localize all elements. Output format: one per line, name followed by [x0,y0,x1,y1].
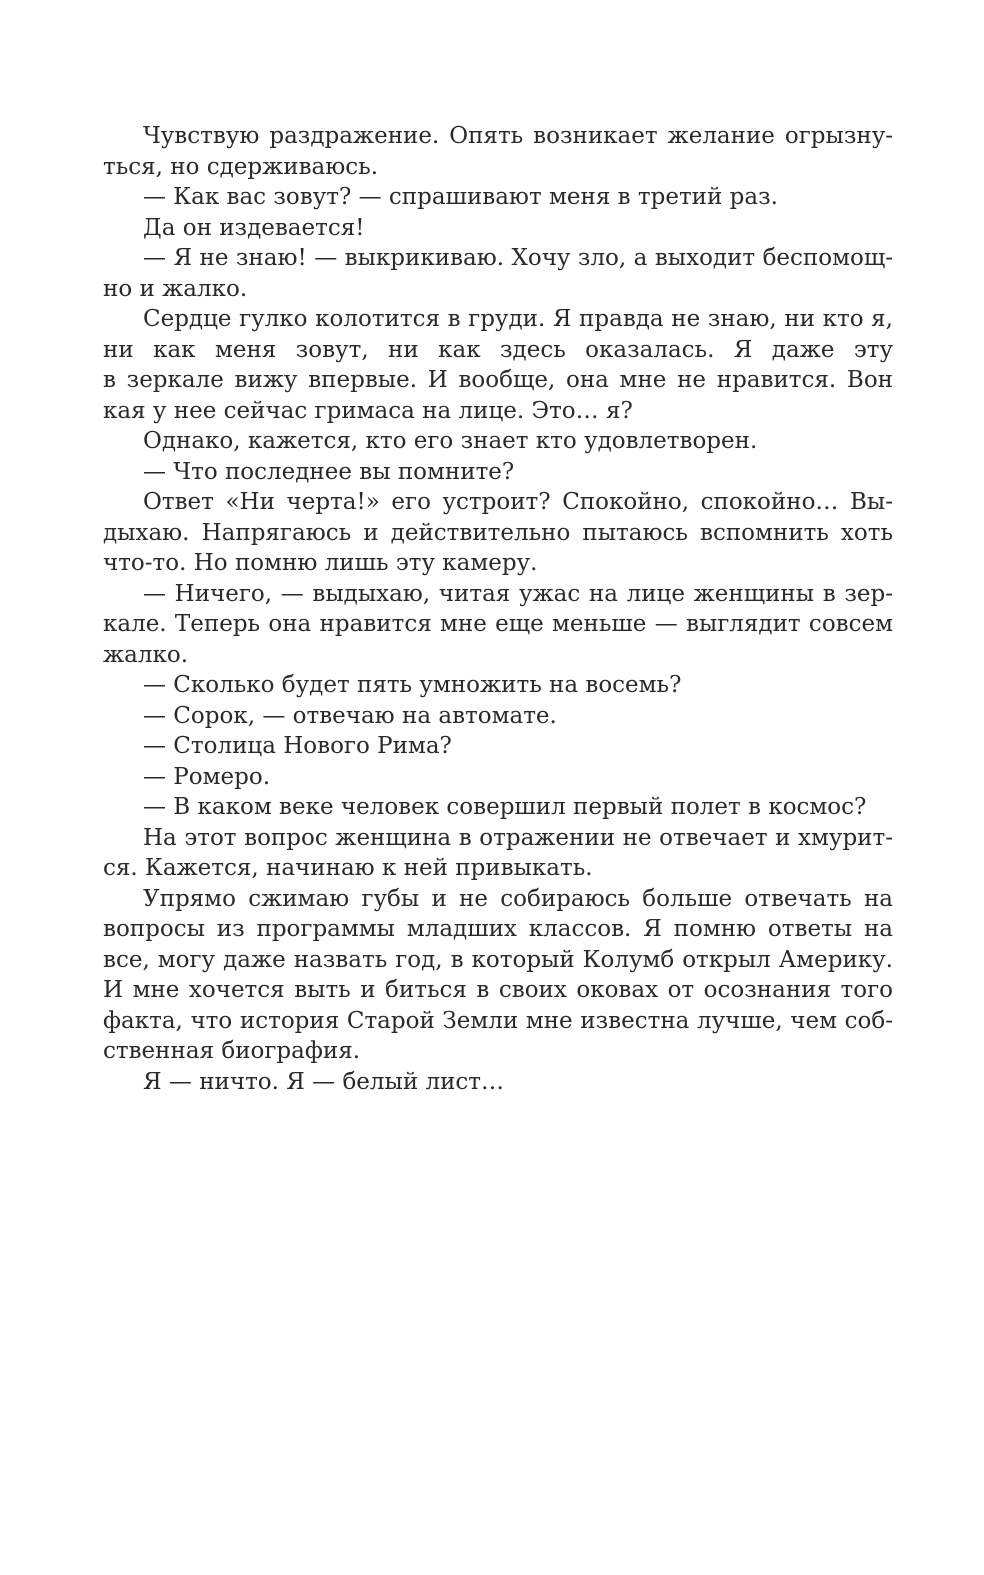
text-line: в зеркале вижу впервые. И вообще, она мне не нравится. Вон [103,367,893,393]
text-line: но и жалко. [103,275,248,302]
text-line: факта, что история Старой Земли мне известна лучше, чем соб- [103,1007,893,1034]
text-line: ся. Кажется, начинаю к ней привыкать. [103,855,593,881]
text-line: — Как вас зовут? — спрашивают меня в третий раз. [143,184,778,210]
text-line: вопросы из программы младших классов. Я помню ответы на [103,916,893,942]
text-line: Однако, кажется, кто его знает кто удовлетворен. [143,428,758,454]
text-line: ственная биография. [103,1038,361,1064]
text-line: — Сорок, — отвечаю на автомате. [143,702,557,729]
text-line: — Ничего, — выдыхаю, читая ужас на лице женщины в зер- [143,580,893,607]
text-line: И мне хочется выть и биться в своих оковах от осознания того [103,977,893,1003]
text-line: Я — ничто. Я — белый лист… [143,1068,505,1095]
page-body-text [103,121,893,1097]
text-line: ться, но сдерживаюсь. [103,153,379,180]
text-line: кале. Теперь она нравится мне еще меньше — выглядит совсем [103,611,893,637]
text-line: дыхаю. Напрягаюсь и действительно пытаюсь вспомнить хоть [103,519,893,546]
text-line: Да он издевается! [143,214,365,241]
text-line: жалко. [103,641,189,668]
text-line: — В каком веке человек совершил первый полет в космос? [143,794,867,820]
text-line: Сердце гулко колотится в груди. Я правда не знаю, ни кто я, [143,306,893,332]
text-line: кая у нее сейчас гримаса на лице. Это… я? [103,397,633,424]
text-line: На этот вопрос женщина в отражении не отвечает и хмурит- [143,824,893,851]
text-line: Чувствую раздражение. Опять возникает желание огрызну- [143,123,893,149]
text-line: — Сколько будет пять умножить на восемь? [143,672,682,698]
text-line: Ответ «Ни черта!» его устроит? Спокойно, спокойно… Вы- [143,489,893,515]
text-line: — Столица Нового Рима? [143,733,452,759]
text-line: — Я не знаю! — выкрикиваю. Хочу зло, а выходит беспомощ- [143,245,893,271]
text-line: ни как меня зовут, ни как здесь оказалась. Я даже эту [103,336,893,363]
text-line: Упрямо сжимаю губы и не собираюсь больше отвечать на [143,885,893,912]
text-line: — Ромеро. [143,763,271,790]
text-line: все, могу даже назвать год, в который Колумб открыл Америку. [103,946,893,973]
text-line: что-то. Но помню лишь эту камеру. [103,550,538,576]
text-line: — Что последнее вы помните? [143,458,515,485]
